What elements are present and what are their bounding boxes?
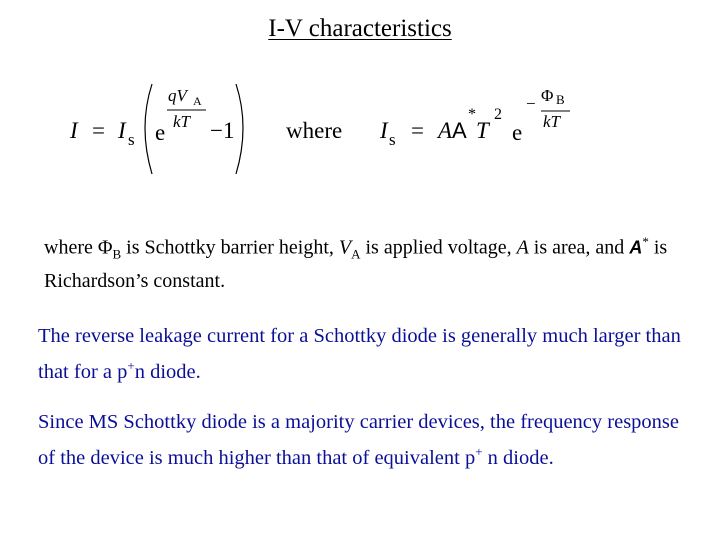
eq-e: e [155, 120, 166, 145]
eq-Is-sub: s [128, 130, 135, 149]
para3-text-1: Since MS Schottky diode is a majority carrier devices, the frequency response of the device is much higher than that of equivalent p [38, 411, 680, 469]
eq-I: I [70, 118, 78, 143]
eq-where: where [286, 118, 343, 143]
eq-B-sub: B [556, 92, 565, 107]
para1-a-italic: A [516, 236, 529, 259]
para1-v: V [338, 236, 352, 259]
para2-sup: + [127, 358, 135, 373]
para3-text-2: n diode. [482, 446, 554, 469]
eq-T: T [476, 118, 489, 143]
para1-text-1: where Φ [44, 236, 113, 259]
equation-lines [0, 72, 720, 182]
para1-text-2: is Schottky barrier height, [121, 236, 339, 259]
eq-e2: e [512, 120, 523, 145]
eq-two: 2 [494, 106, 502, 123]
eq-equals2: = [411, 118, 424, 143]
eq-equals: = [92, 118, 105, 143]
eq-qV: qV [168, 86, 187, 105]
eq-kT2: kT [543, 112, 560, 131]
eq-minus: − [526, 94, 536, 113]
para3-sup: + [475, 444, 483, 459]
para1-star: * [642, 234, 649, 249]
eq-kT: kT [173, 112, 190, 131]
para2-text-1: The reverse leakage current for a Schottky diode is generally much larger than that for a p [38, 325, 681, 383]
leakage-paragraph [38, 322, 688, 387]
iv-equation [0, 72, 720, 182]
left-paren [145, 84, 152, 174]
frequency-paragraph [38, 408, 688, 473]
eq-star: * [468, 106, 476, 123]
slide-title: I-V characteristics [268, 15, 452, 42]
para2-text-2: n diode. [134, 360, 201, 383]
para1-text-5: is Richardson’s constant. [44, 236, 668, 292]
eq-minus-one: −1 [210, 118, 235, 143]
definition-paragraph [44, 229, 694, 294]
right-paren [236, 84, 243, 174]
para1-a-star: A [629, 237, 643, 258]
para1-text-4: is area, and [528, 236, 630, 259]
eq-A-italic: A [438, 118, 453, 143]
eq-Phi: Φ [541, 86, 554, 105]
eq-A-sub: A [193, 94, 202, 108]
eq-A-sans: A [452, 118, 467, 143]
eq-Is2: I [380, 118, 388, 143]
eq-Is: I [118, 118, 126, 143]
para1-sub-b: B [112, 246, 122, 262]
eq-Is2-sub: s [389, 130, 396, 149]
para1-text-3: is applied voltage, [360, 236, 517, 259]
para1-sub-a: A [351, 246, 361, 262]
